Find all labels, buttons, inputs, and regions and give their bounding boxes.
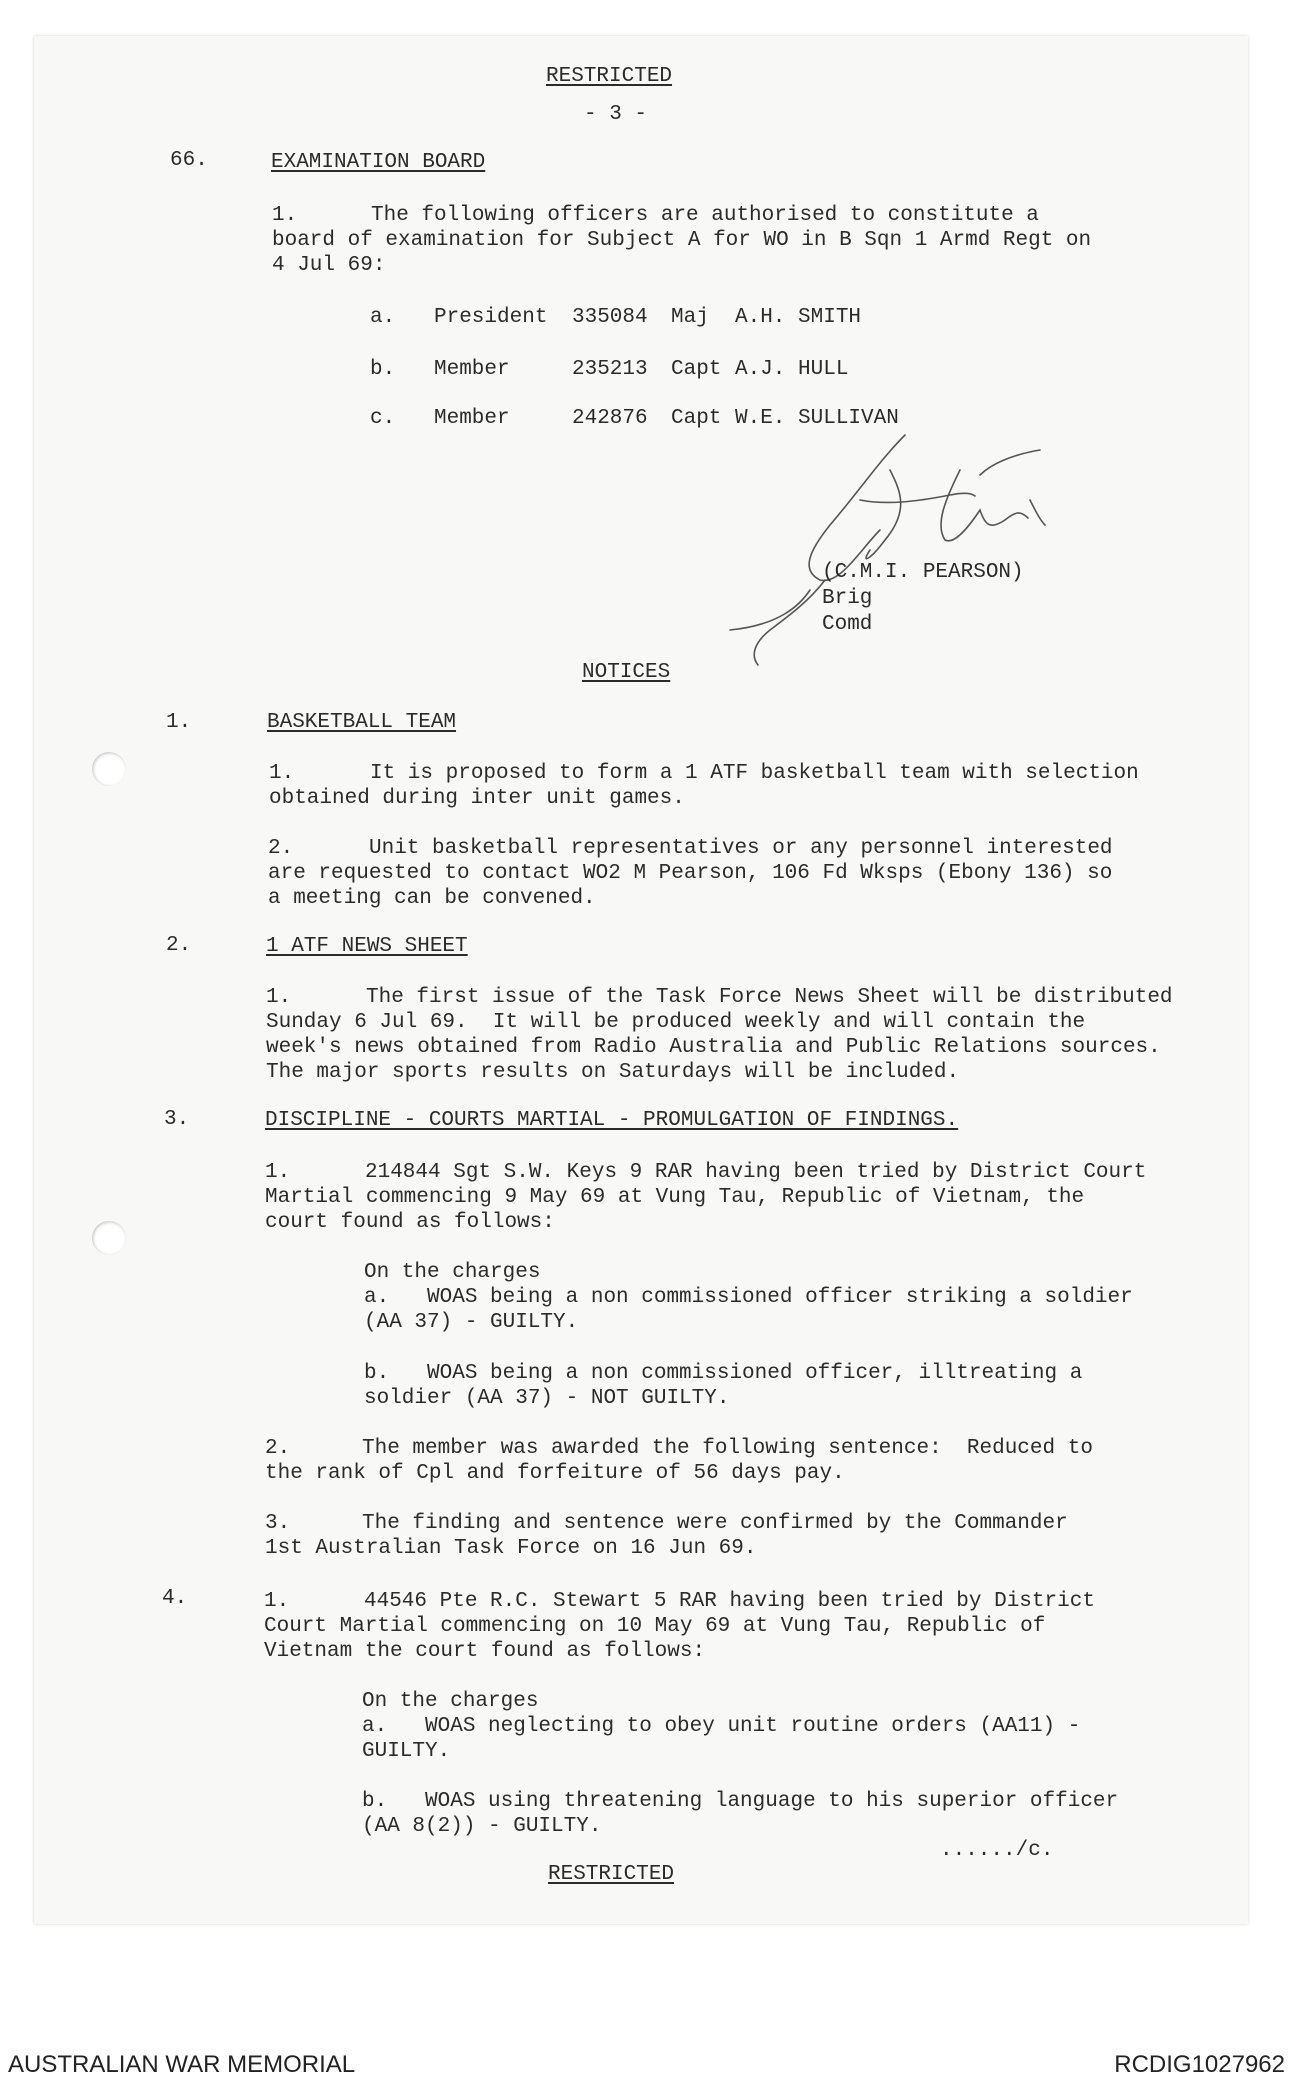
charge-line: a. WOAS neglecting to obey unit routine orders (AA11) - [362, 1715, 1081, 1738]
archive-credit: AUSTRALIAN WAR MEMORIAL [8, 2051, 356, 2078]
notice-number: 4. [162, 1587, 188, 1610]
classification-footer: RESTRICTED [548, 1863, 675, 1886]
notice-number: 1. [166, 711, 192, 734]
signatory-appointment: Comd [822, 613, 873, 636]
charge-line: (AA 37) - GUILTY. [364, 1311, 579, 1334]
para-number: 1. [264, 1590, 290, 1613]
para-line: board of examination for Subject A for WO in B Sqn 1 Armd Regt on [272, 229, 1092, 252]
member-rank: Capt [671, 407, 722, 430]
para-line: It is proposed to form a 1 ATF basketball team with selection [370, 762, 1139, 785]
notices-heading: NOTICES [582, 661, 671, 684]
member-name: W.E. SULLIVAN [735, 407, 899, 430]
charges-intro: On the charges [362, 1690, 539, 1713]
para-line: obtained during inter unit games. [269, 787, 685, 810]
charge-line: b. WOAS using threatening language to his superior officer [362, 1790, 1119, 1813]
charge-line: GUILTY. [362, 1740, 451, 1763]
para-line: the rank of Cpl and forfeiture of 56 days pay. [265, 1462, 845, 1485]
para-line: The following officers are authorised to constitute a [371, 204, 1039, 227]
member-role: Member [434, 407, 510, 430]
para-line: 214844 Sgt S.W. Keys 9 RAR having been tried by District Court [365, 1161, 1147, 1184]
para-line: The major sports results on Saturdays will be included. [266, 1061, 960, 1084]
para-line: 44546 Pte R.C. Stewart 5 RAR having been tried by District [364, 1590, 1095, 1613]
member-rank: Maj [671, 306, 709, 329]
para-line: The first issue of the Task Force News Sheet will be distributed [366, 986, 1173, 1009]
para-line: a meeting can be convened. [268, 887, 596, 910]
notice-title: BASKETBALL TEAM [267, 711, 457, 734]
para-number: 2. [268, 837, 294, 860]
section-title: EXAMINATION BOARD [271, 151, 486, 174]
archive-reference: RCDIG1027962 [1114, 2051, 1285, 2078]
classification-header: RESTRICTED [546, 65, 673, 88]
page-number: - 3 - [584, 103, 648, 126]
charge-line: soldier (AA 37) - NOT GUILTY. [364, 1387, 730, 1410]
notice-title: 1 ATF NEWS SHEET [266, 935, 468, 958]
section-number: 66. [170, 149, 208, 172]
charge-line: b. WOAS being a non commissioned officer, illtreating a [364, 1362, 1083, 1385]
continuation-marker: ....../c. [940, 1839, 1054, 1862]
member-name: A.J. HULL [735, 358, 849, 381]
para-line: week's news obtained from Radio Australia and Public Relations sources. [266, 1036, 1161, 1059]
para-line: 4 Jul 69: [272, 254, 386, 277]
charge-line: a. WOAS being a non commissioned officer striking a soldier [364, 1286, 1133, 1309]
para-line: 1st Australian Task Force on 16 Jun 69. [265, 1537, 757, 1560]
para-number: 1. [272, 204, 298, 227]
signatory-rank: Brig [822, 587, 873, 610]
member-rank: Capt [671, 358, 722, 381]
para-line: Unit basketball representatives or any personnel interested [369, 837, 1113, 860]
member-letter: b. [370, 358, 396, 381]
member-name: A.H. SMITH [735, 306, 862, 329]
member-number: 242876 [572, 407, 648, 430]
member-number: 235213 [572, 358, 648, 381]
member-role: Member [434, 358, 510, 381]
para-line: are requested to contact WO2 M Pearson, 106 Fd Wksps (Ebony 136) so [268, 862, 1113, 885]
member-letter: c. [370, 407, 396, 430]
para-line: The finding and sentence were confirmed by the Commander [362, 1512, 1068, 1535]
punch-hole-bottom [92, 1221, 126, 1255]
punch-hole-top [92, 752, 126, 786]
notice-number: 3. [164, 1108, 190, 1131]
member-role: President [434, 306, 548, 329]
notice-number: 2. [166, 934, 192, 957]
member-letter: a. [370, 306, 396, 329]
para-line: Court Martial commencing on 10 May 69 at Vung Tau, Republic of [264, 1615, 1046, 1638]
para-line: Sunday 6 Jul 69. It will be produced weekly and will contain the [266, 1011, 1086, 1034]
para-number: 1. [266, 986, 292, 1009]
para-number: 1. [269, 762, 295, 785]
signatory-name: (C.M.I. PEARSON) [822, 561, 1024, 584]
para-number: 3. [265, 1512, 291, 1535]
charge-line: (AA 8(2)) - GUILTY. [362, 1815, 602, 1838]
para-line: court found as follows: [265, 1211, 555, 1234]
charges-intro: On the charges [364, 1261, 541, 1284]
handwritten-signature [710, 430, 1110, 670]
para-line: Vietnam the court found as follows: [264, 1640, 706, 1663]
para-number: 1. [265, 1161, 291, 1184]
para-line: The member was awarded the following sentence: Reduced to [362, 1437, 1093, 1460]
notice-title: DISCIPLINE - COURTS MARTIAL - PROMULGATION OF FINDINGS. [265, 1109, 959, 1132]
para-number: 2. [265, 1437, 291, 1460]
member-number: 335084 [572, 306, 648, 329]
para-line: Martial commencing 9 May 69 at Vung Tau, Republic of Vietnam, the [265, 1186, 1085, 1209]
